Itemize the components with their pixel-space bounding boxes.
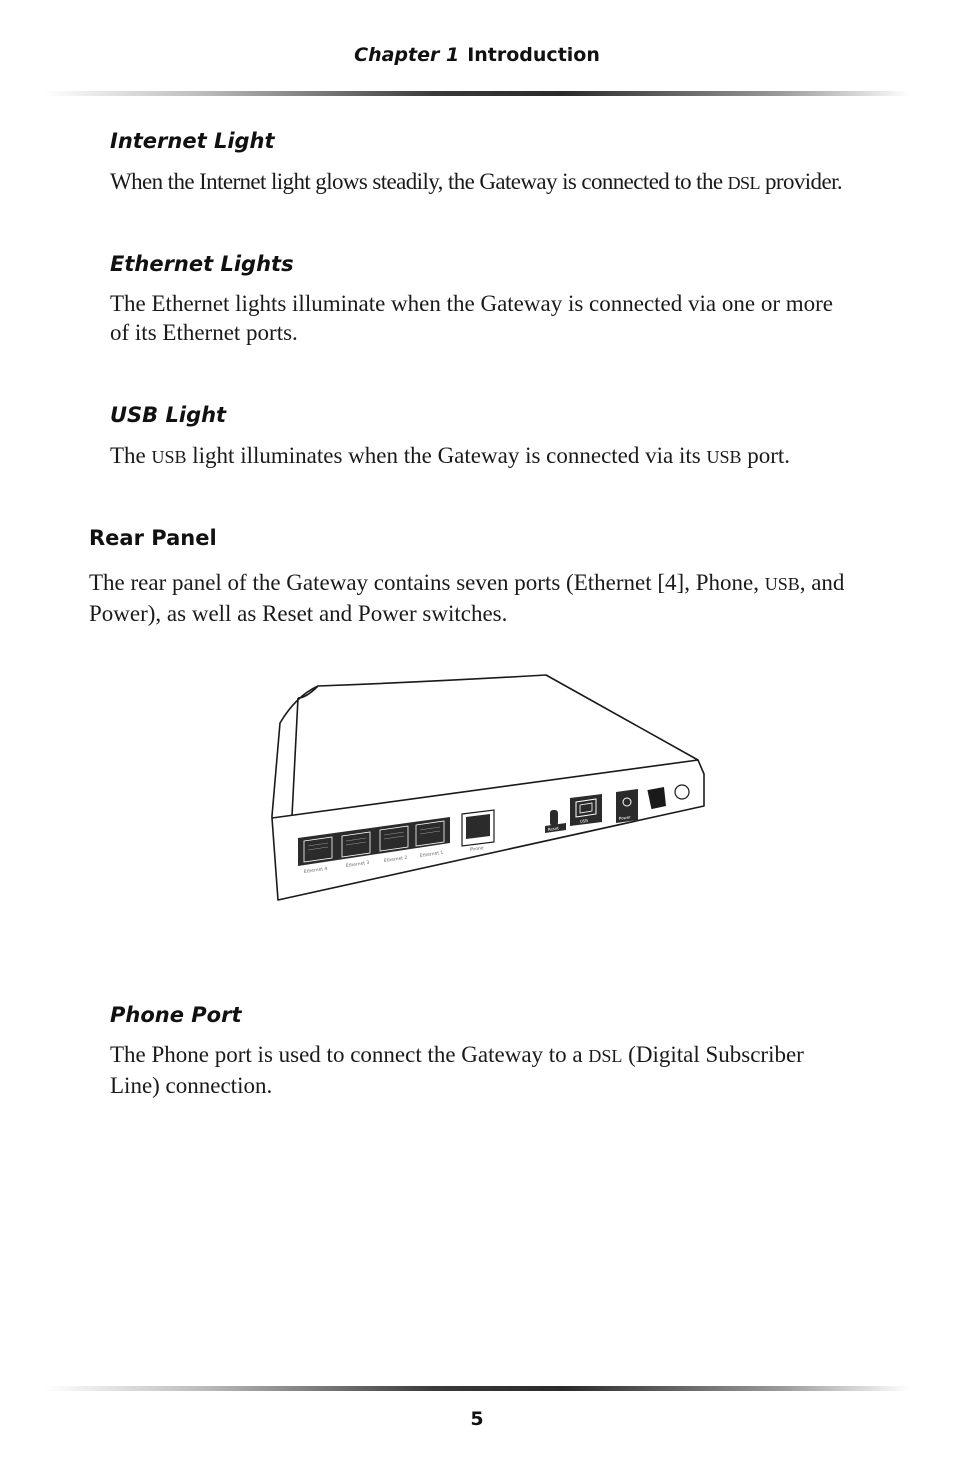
label-ethernet-4: Ethernet 4: [303, 866, 328, 875]
phone-port: [462, 810, 494, 846]
label-ethernet-1: Ethernet 1: [419, 850, 444, 859]
header-rule: [44, 91, 910, 96]
page-number: 5: [470, 1408, 484, 1430]
rear-panel-heading: Rear Panel: [89, 526, 217, 550]
ethernet-lights-text: The Ethernet lights illuminate when the Gateway is connected via one or more of its Ethernet ports.: [110, 291, 833, 345]
running-header: [0, 44, 954, 66]
label-usb: USB: [579, 817, 589, 824]
chapter-label: Chapter 1: [354, 44, 460, 66]
footer-rule: [44, 1386, 910, 1391]
usb-light-text: The USB light illuminates when the Gateway is connected via its USB port.: [110, 443, 791, 468]
label-phone: Phone: [469, 846, 485, 853]
chapter-title: Introduction: [467, 44, 600, 66]
label-ethernet-2: Ethernet 2: [383, 855, 408, 864]
phone-port-heading: Phone Port: [110, 1003, 242, 1027]
gateway-rear-panel-illustration: [266, 668, 710, 908]
label-reset: Reset: [547, 825, 560, 832]
label-ethernet-3: Ethernet 3: [345, 860, 370, 869]
usb-light-heading: USB Light: [110, 403, 227, 427]
ethernet-lights-heading: Ethernet Lights: [110, 252, 294, 276]
label-power: Power: [618, 814, 632, 821]
internet-light-text: When the Internet light glows steadily, the Gateway is connected to the DSL provider.: [110, 169, 843, 194]
rear-panel-text: The rear panel of the Gateway contains seven ports (Ethernet [4], Phone, USB, and Power), as well as Reset and Power switches.: [89, 570, 845, 626]
phone-port-text: The Phone port is used to connect the Gateway to a DSL (Digital Subscriber Line) connection.: [110, 1042, 804, 1098]
internet-light-heading: Internet Light: [110, 129, 275, 153]
